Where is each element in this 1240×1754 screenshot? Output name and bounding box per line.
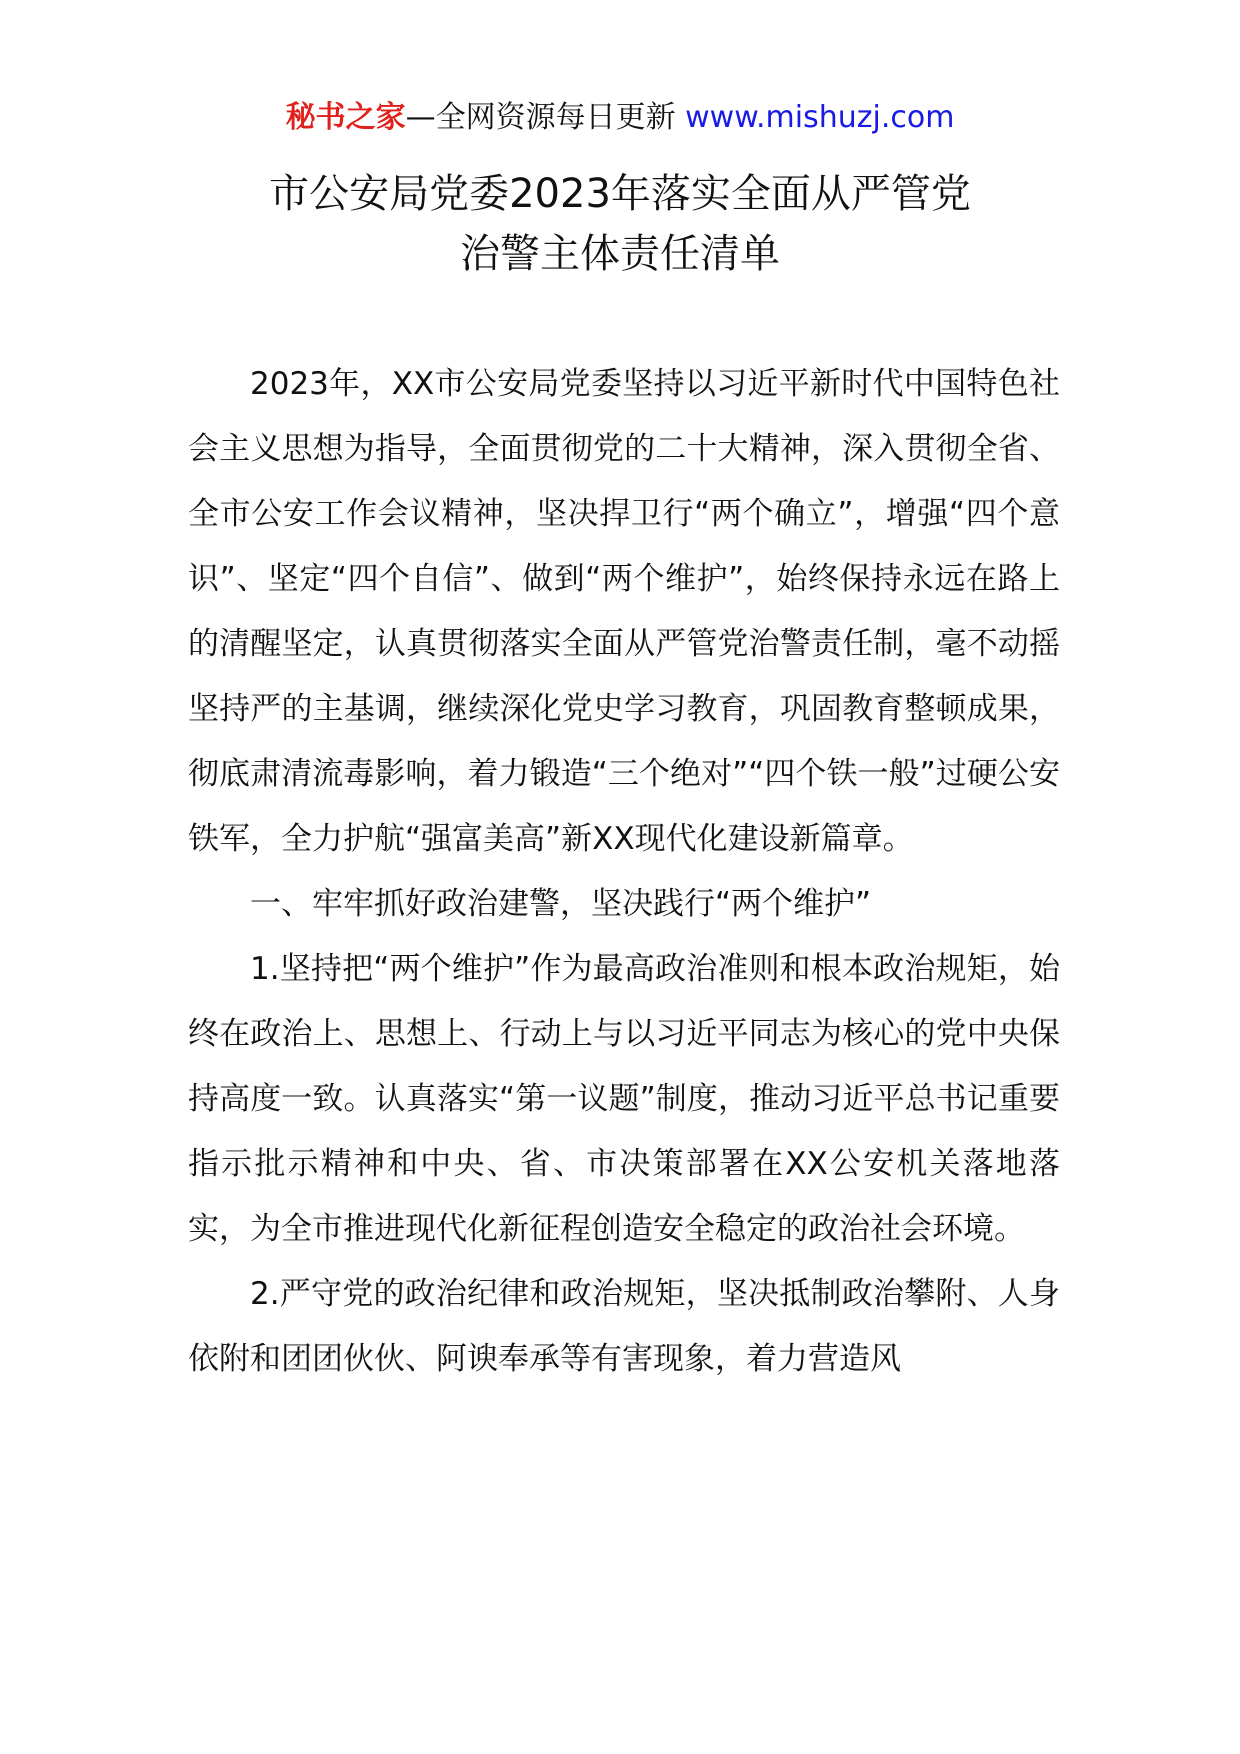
site-url-link[interactable]: www.mishuzj.com	[685, 100, 955, 135]
intro-paragraph: 2023年，XX市公安局党委坚持以习近平新时代中国特色社会主义思想为指导，全面贯彻党的二十大精神，深入贯彻全省、全市公安工作会议精神，坚决捍卫行“两个确立”，增强“四个意识”、坚定“四个自信”、做到“两个维护”，始终保持永远在路上的清醒坚定，认真贯彻落实全面从严管党治警责任制，毫不动摇坚持严的主基调，继续深化党史学习教育，巩固教育整顿成果，彻底肃清流毒影响，着力锻造“三个绝对”“四个铁一般”过硬公安铁军，全力护航“强富美高”新XX现代化建设新篇章。	[188, 366, 1060, 857]
document-title	[0, 164, 1240, 284]
document-body	[188, 352, 1060, 1392]
title-line-1: 市公安局党委2023年落实全面从严管党	[269, 171, 971, 217]
title-line-2: 治警主体责任清单	[460, 231, 780, 277]
site-header	[0, 96, 1240, 140]
header-slogan: —全网资源每日更新	[405, 100, 676, 135]
item-paragraph-1: 1.坚持把“两个维护”作为最高政治准则和根本政治规矩，始终在政治上、思想上、行动上与以习近平同志为核心的党中央保持高度一致。认真落实“第一议题”制度，推动习近平总书记重要指示批示精神和中央、省、市决策部署在XX公安机关落地落实，为全市推进现代化新征程创造安全稳定的政治社会环境。	[188, 951, 1060, 1247]
section-heading-1: 一、牢牢抓好政治建警，坚决践行“两个维护”	[250, 886, 872, 922]
item-paragraph-2: 2.严守党的政治纪律和政治规矩，坚决抵制政治攀附、人身依附和团团伙伙、阿谀奉承等有害现象，着力营造风	[188, 1276, 1060, 1377]
brand-name: 秘书之家	[285, 100, 406, 135]
